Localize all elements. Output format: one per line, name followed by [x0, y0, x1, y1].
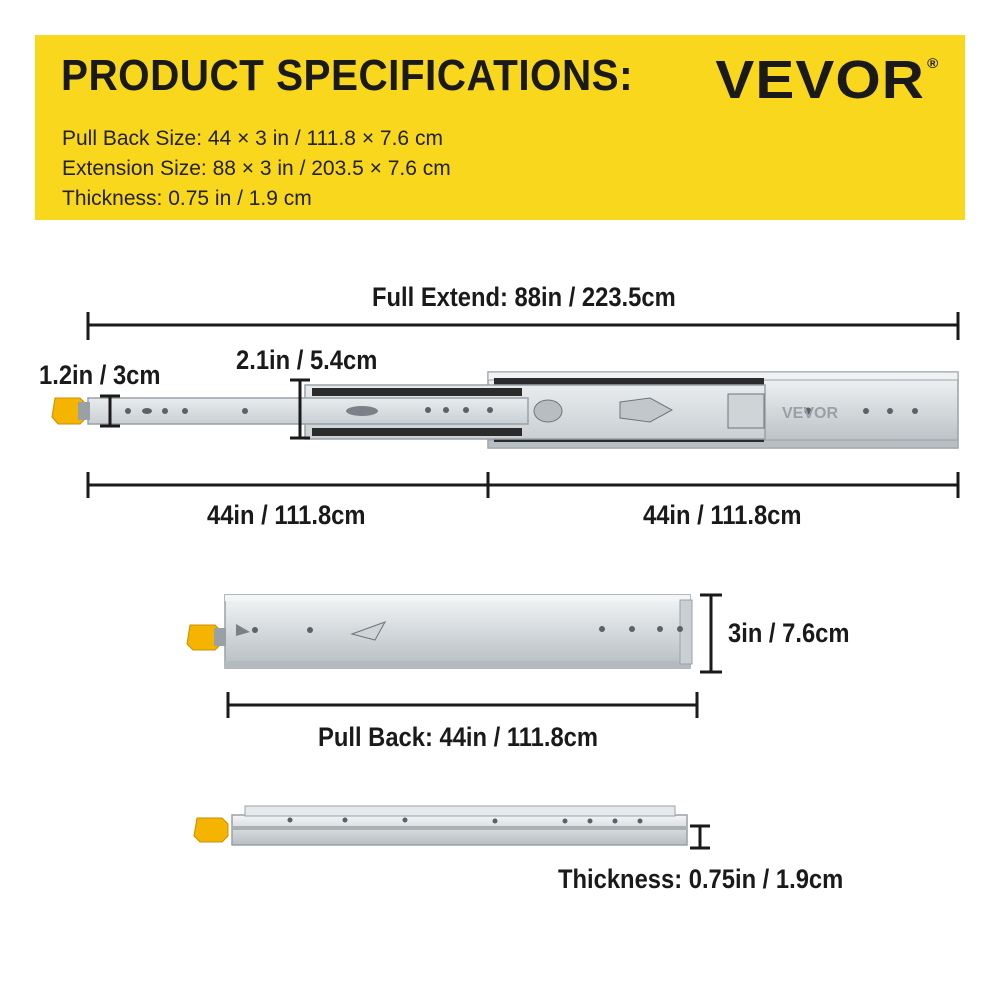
- brand-name: VEVOR: [715, 50, 925, 110]
- half-length-dimensions: [88, 472, 958, 498]
- rail-logo: VEVOR: [782, 405, 839, 422]
- spec-extension: Extension Size: 88 × 3 in / 203.5 × 7.6 cm: [62, 157, 451, 180]
- spec-pull-back: Pull Back Size: 44 × 3 in / 111.8 × 7.6 cm: [62, 127, 443, 150]
- inner-member: [88, 398, 528, 424]
- full-extend-label: Full Extend: 88in / 223.5cm: [372, 282, 676, 312]
- pull-back-slide: [187, 595, 692, 668]
- thickness-label: Thickness: 0.75in / 1.9cm: [558, 864, 844, 894]
- right-length-label: 44in / 111.8cm: [643, 500, 802, 530]
- left-length-label: 44in / 111.8cm: [207, 500, 366, 530]
- thickness-dimension: [690, 826, 710, 848]
- full-extend-dimension: [88, 312, 958, 340]
- pull-back-height-label: 3in / 7.6cm: [728, 618, 850, 648]
- rail-height-mid-label: 2.1in / 5.4cm: [236, 345, 378, 375]
- rail-height-small-label: 1.2in / 3cm: [39, 360, 161, 390]
- extended-slide: [52, 372, 958, 448]
- release-lever: [194, 818, 228, 842]
- thickness-slide: [194, 806, 687, 845]
- banner-title: PRODUCT SPECIFICATIONS:: [61, 51, 634, 100]
- registered-mark: ®: [926, 55, 939, 71]
- bracket: [728, 394, 764, 428]
- pull-back-length-dimension: [228, 692, 697, 718]
- pull-back-height-dimension: [700, 595, 722, 672]
- spec-thickness: Thickness: 0.75 in / 1.9 cm: [62, 187, 312, 210]
- pull-back-length-label: Pull Back: 44in / 111.8cm: [318, 722, 599, 752]
